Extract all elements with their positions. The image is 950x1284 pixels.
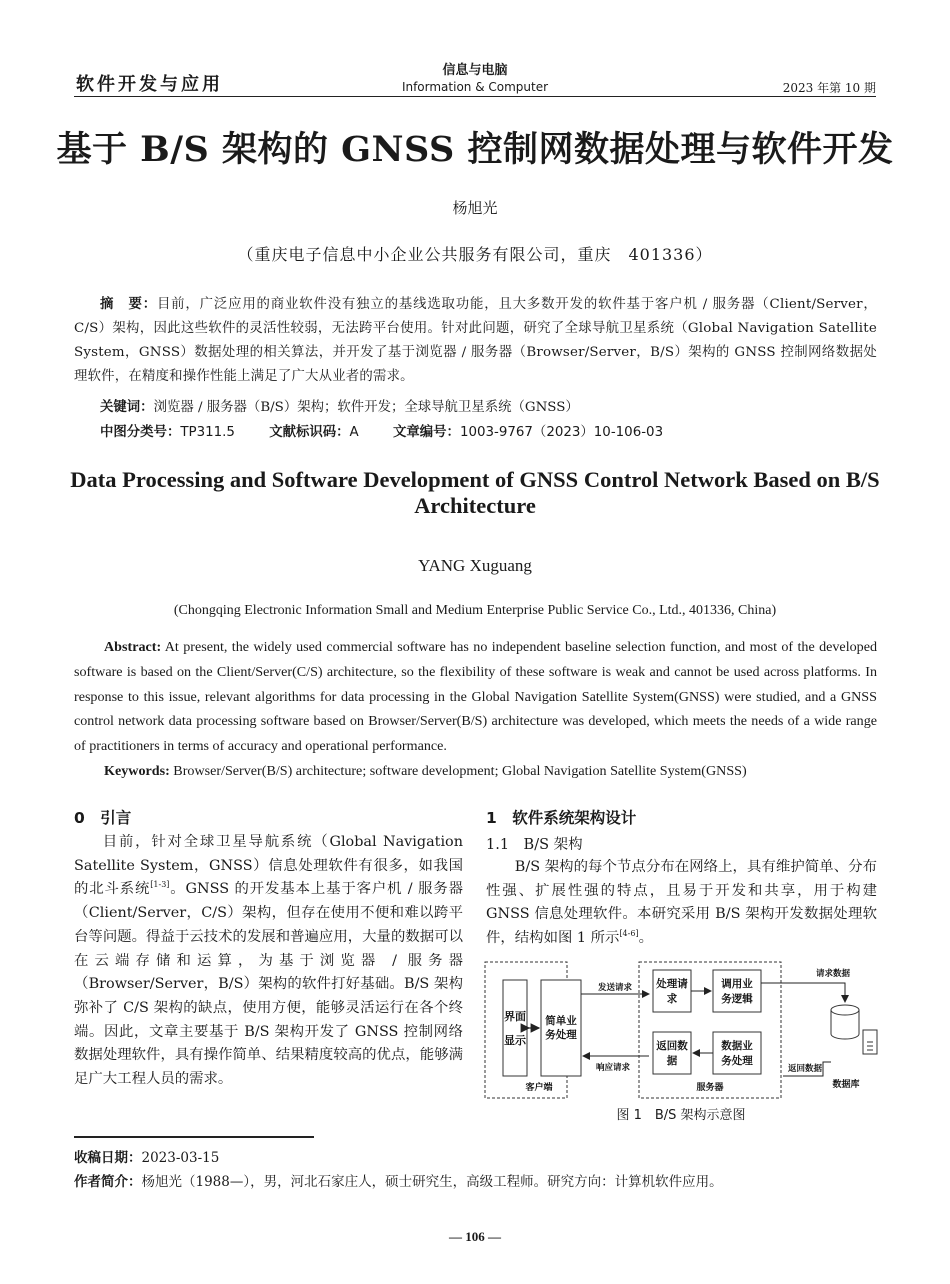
data-business-label-1: 数据业 bbox=[721, 1040, 753, 1052]
figure-1-caption: 图 1 B/S 架构示意图 bbox=[616, 1108, 746, 1123]
section-0-paragraph bbox=[74, 831, 463, 1092]
section-1-1-heading: 1.1 B/S 架构 bbox=[486, 837, 583, 853]
return-data-label: 返回数据 bbox=[787, 1064, 823, 1074]
request-data-arrow bbox=[761, 983, 845, 1002]
database-icon bbox=[831, 1005, 859, 1039]
request-data-label: 请求数据 bbox=[815, 969, 851, 979]
keywords-en-label: Keywords: bbox=[104, 763, 170, 779]
received-value: 2023-03-15 bbox=[141, 1150, 220, 1166]
citation-ref[interactable]: [4-6] bbox=[619, 929, 639, 939]
abstract-en-label: Abstract: bbox=[104, 639, 162, 655]
title-cn: 基于 B/S 架构的 GNSS 控制网数据处理与软件开发 bbox=[56, 129, 894, 170]
section-0-text-a: 目前，针对全球卫星导航系统（Global Navigation Satellite System，GNSS）信息处理软件有很多，如我国的北斗系统 bbox=[74, 834, 463, 898]
affiliation-en: (Chongqing Electronic Information Small and Medium Enterprise Public Service Co., Ltd., 401336, China) bbox=[173, 603, 777, 618]
server-label: 服务器 bbox=[696, 1083, 724, 1093]
received-label: 收稿日期： bbox=[74, 1150, 142, 1166]
header-rule bbox=[74, 96, 876, 97]
section-1-body bbox=[486, 856, 877, 951]
abstract-en-text: At present, the widely used commercial software has no independent baseline selection function, and most of the developed software is based on the Client/Server(C/S) architecture, so the flexibility of these software is weak and cannot be used across platforms. In response to this issue, relevant algorithms for data processing in the Global Navigation Satellite System(GNSS) were studied, and a GNSS control network data processing software based on Browser/Server(B/S) architecture was developed, which meets the needs of a wide range of practitioners in terms of accuracy and operational performance. bbox=[74, 639, 878, 755]
abstract-cn bbox=[74, 293, 877, 389]
database-label: 数据库 bbox=[832, 1080, 860, 1090]
citation-ref[interactable]: [1-3] bbox=[150, 880, 170, 890]
affiliation-cn: （重庆电子信息中小企业公共服务有限公司，重庆 401336） bbox=[237, 245, 713, 264]
client-label: 客户端 bbox=[525, 1083, 553, 1093]
section-0-body bbox=[74, 831, 463, 1092]
simple-business-label-2: 务处理 bbox=[545, 1029, 577, 1041]
classification-line bbox=[100, 421, 693, 440]
section-0-text-b: 。GNSS 的开发基本上基于客户机 / 服务器（Client/Server，C/S）架构，但存在使用不便和难以跨平台等问题。得益于云技术的发展和普遍应用，大量的数据可以在云端存储和运算，为基于浏览器 / 服务器（Browser/Server，B/S）架构的软件打好基础。B/S 架构弥补了 C/S 架构的缺点，使用方便，能够灵活运行在各个终端。因此，文章主要基于 B/S 架构开发了 GNSS 控制网络数据处理软件，具有操作简单、结果精度较高的优点，能够满足广大工程人员的需求。 bbox=[74, 881, 463, 1088]
clc-label: 中图分类号： bbox=[100, 425, 181, 440]
ui-display-label-1: 界面 bbox=[504, 1010, 526, 1023]
process-request-label-2: 求 bbox=[666, 993, 678, 1005]
footnote-rule bbox=[74, 1136, 314, 1138]
process-request-box bbox=[653, 970, 691, 1012]
author-bio bbox=[74, 1170, 723, 1190]
doc-code-value: A bbox=[349, 425, 359, 440]
ui-display-box bbox=[503, 980, 527, 1076]
author-en: YANG Xuguang bbox=[418, 556, 532, 575]
simple-business-box bbox=[541, 980, 581, 1076]
keywords-cn-label: 关键词： bbox=[100, 400, 154, 415]
bio-label: 作者简介： bbox=[74, 1174, 142, 1190]
title-en: Data Processing and Software Development of GNSS Control Network Based on B/S Architecture bbox=[70, 467, 880, 518]
process-request-label-1: 处理请 bbox=[656, 978, 688, 990]
section-1-text-b: 。 bbox=[638, 930, 653, 947]
keywords-cn bbox=[100, 396, 579, 415]
article-number-label: 文章编号： bbox=[392, 425, 460, 440]
section-1-paragraph bbox=[486, 856, 877, 951]
abstract-en bbox=[74, 635, 877, 759]
article-number-value: 1003-9767（2023）10-106-03 bbox=[459, 425, 664, 440]
bio-value: 杨旭光（1988—），男，河北石家庄人，硕士研究生，高级工程师。研究方向：计算机软件应用。 bbox=[141, 1174, 723, 1190]
send-request-label: 发送请求 bbox=[597, 983, 633, 993]
keywords-en-text: Browser/Server(B/S) architecture; software development; Global Navigation Satellite System(GNSS) bbox=[173, 763, 747, 779]
section-0-heading: 0 引言 bbox=[74, 809, 132, 827]
section-1-heading: 1 软件系统架构设计 bbox=[486, 809, 637, 827]
keywords-cn-text: 浏览器 / 服务器（B/S）架构；软件开发；全球导航卫星系统（GNSS） bbox=[153, 400, 579, 415]
abstract-cn-text: 目前，广泛应用的商业软件没有独立的基线选取功能，且大多数开发的软件基于客户机 / 服务器（Client/Server，C/S）架构，因此这些软件的灵活性较弱，无法跨平台使用。针对此问题，研究了全球导航卫星系统（Global Navigation Satellite System，GNSS）数据处理的相关算法，并开发了基于浏览器 / 服务器（Browser/Server，B/S）架构的 GNSS 控制网络数据处理软件，在精度和操作性能上满足了广大从业者的需求。 bbox=[74, 297, 877, 384]
section-1-text-a: B/S 架构的每个节点分布在网络上，具有维护简单、分布性强、扩展性强的特点，且易于开发和共享，用于构建 GNSS 信息处理软件。本研究采用 B/S 架构开发数据处理软件，结构如图 1 所示 bbox=[486, 859, 877, 947]
data-business-label-2: 务处理 bbox=[721, 1055, 753, 1067]
figure-1-diagram bbox=[483, 958, 879, 1103]
author-cn: 杨旭光 bbox=[452, 199, 498, 217]
page-number: — 106 — bbox=[449, 1229, 501, 1244]
response-request-label: 响应请求 bbox=[595, 1063, 631, 1073]
return-data-box-label-1: 返回数 bbox=[656, 1040, 688, 1052]
call-logic-label-1: 调用业 bbox=[721, 978, 753, 990]
clc-value: TP311.5 bbox=[180, 425, 235, 440]
received-date bbox=[74, 1146, 219, 1166]
simple-business-label-1: 简单业 bbox=[545, 1015, 577, 1027]
journal-column-title: 软件开发与应用 bbox=[76, 74, 223, 95]
ui-display-label-2: 显示 bbox=[504, 1034, 526, 1047]
journal-name-en: Information & Computer bbox=[401, 80, 549, 94]
call-logic-label-2: 务逻辑 bbox=[721, 993, 753, 1005]
return-data-box bbox=[653, 1032, 691, 1074]
doc-code-label: 文献标识码： bbox=[269, 425, 350, 440]
return-data-box-label-2: 据 bbox=[666, 1055, 678, 1067]
journal-name-cn: 信息与电脑 bbox=[442, 63, 508, 78]
keywords-en bbox=[104, 763, 747, 780]
issue-number: 2023 年第 10 期 bbox=[782, 81, 876, 95]
abstract-cn-label: 摘 要： bbox=[100, 297, 157, 312]
data-business-box bbox=[713, 1032, 761, 1074]
call-logic-box bbox=[713, 970, 761, 1012]
